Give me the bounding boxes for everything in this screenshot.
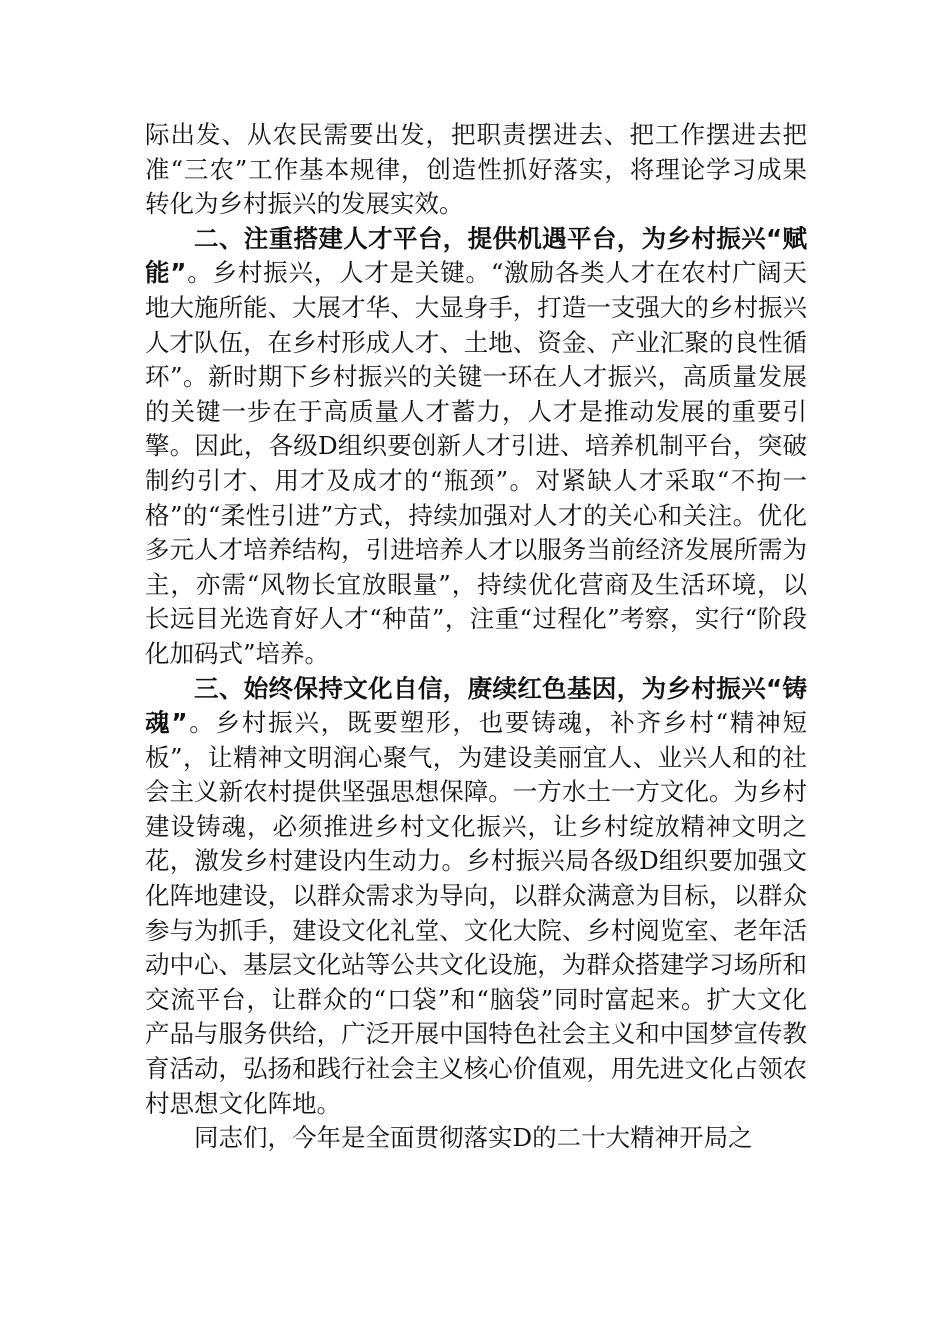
section-heading-talent: 二、注重搭建人才平台，提供机遇平台，为乡村振兴“赋能”	[145, 223, 807, 288]
paragraph-closing	[145, 1121, 807, 1156]
paragraph-text: 。乡村振兴，人才是关键。“激励各类人才在农村广阔天地大施所能、大展才华、大显身手，打造一支强大的乡村振兴人才队伍，在乡村形成人才、土地、资金、产业汇聚的良性循环”。新时期下乡村振兴的关键一环在人才振兴，高质量发展的关键一步在于高质量人才蓄力，人才是推动发展的重要引擎。因此，各级D组织要创新人才引进、培养机制平台，突破制约引才、用才及成才的“瓶颈”。对紧缺人才采取“不拘一格”的“柔性引进”方式，持续加强对人才的关心和关注。优化多元人才培养结构，引进培养人才以服务当前经济发展所需为主，亦需“风物长宜放眼量”，持续优化营商及生活环境，以长远目光选育好人才“种苗”，注重“过程化”考察，实行“阶段化加码式”培养。	[145, 258, 807, 668]
paragraph-continuation	[145, 118, 807, 222]
paragraph-text: 。乡村振兴，既要塑形，也要铸魂，补齐乡村“精神短板”，让精神文明润心聚气，为建设美丽宜人、业兴人和的社会主义新农村提供坚强思想保障。一方水土一方文化。为乡村建设铸魂，必须推进乡村文化振兴，让乡村绽放精神文明之花，激发乡村建设内生动力。乡村振兴局各级D组织要加强文化阵地建设，以群众需求为导向，以群众满意为目标，以群众参与为抓手，建设文化礼堂、文化大院、乡村阅览室、老年活动中心、基层文化站等公共文化设施，为群众搭建学习场所和交流平台，让群众的“口袋”和“脑袋”同时富起来。扩大文化产品与服务供给，广泛开展中国特色社会主义和中国梦宣传教育活动，弘扬和践行社会主义核心价值观，用先进文化占领农村思想文化阵地。	[145, 708, 807, 1118]
paragraph-talent	[145, 222, 807, 672]
document-body	[145, 118, 807, 1156]
paragraph-text: 际出发、从农民需要出发，把职责摆进去、把工作摆进去把准“三农”工作基本规律，创造性抓好落实，将理论学习成果转化为乡村振兴的发展实效。	[145, 120, 807, 219]
paragraph-culture	[145, 672, 807, 1122]
section-heading-culture: 三、始终保持文化自信，赓续红色基因，为乡村振兴“铸魂”	[145, 673, 807, 738]
paragraph-text: 同志们，今年是全面贯彻落实D的二十大精神开局之	[194, 1123, 753, 1153]
